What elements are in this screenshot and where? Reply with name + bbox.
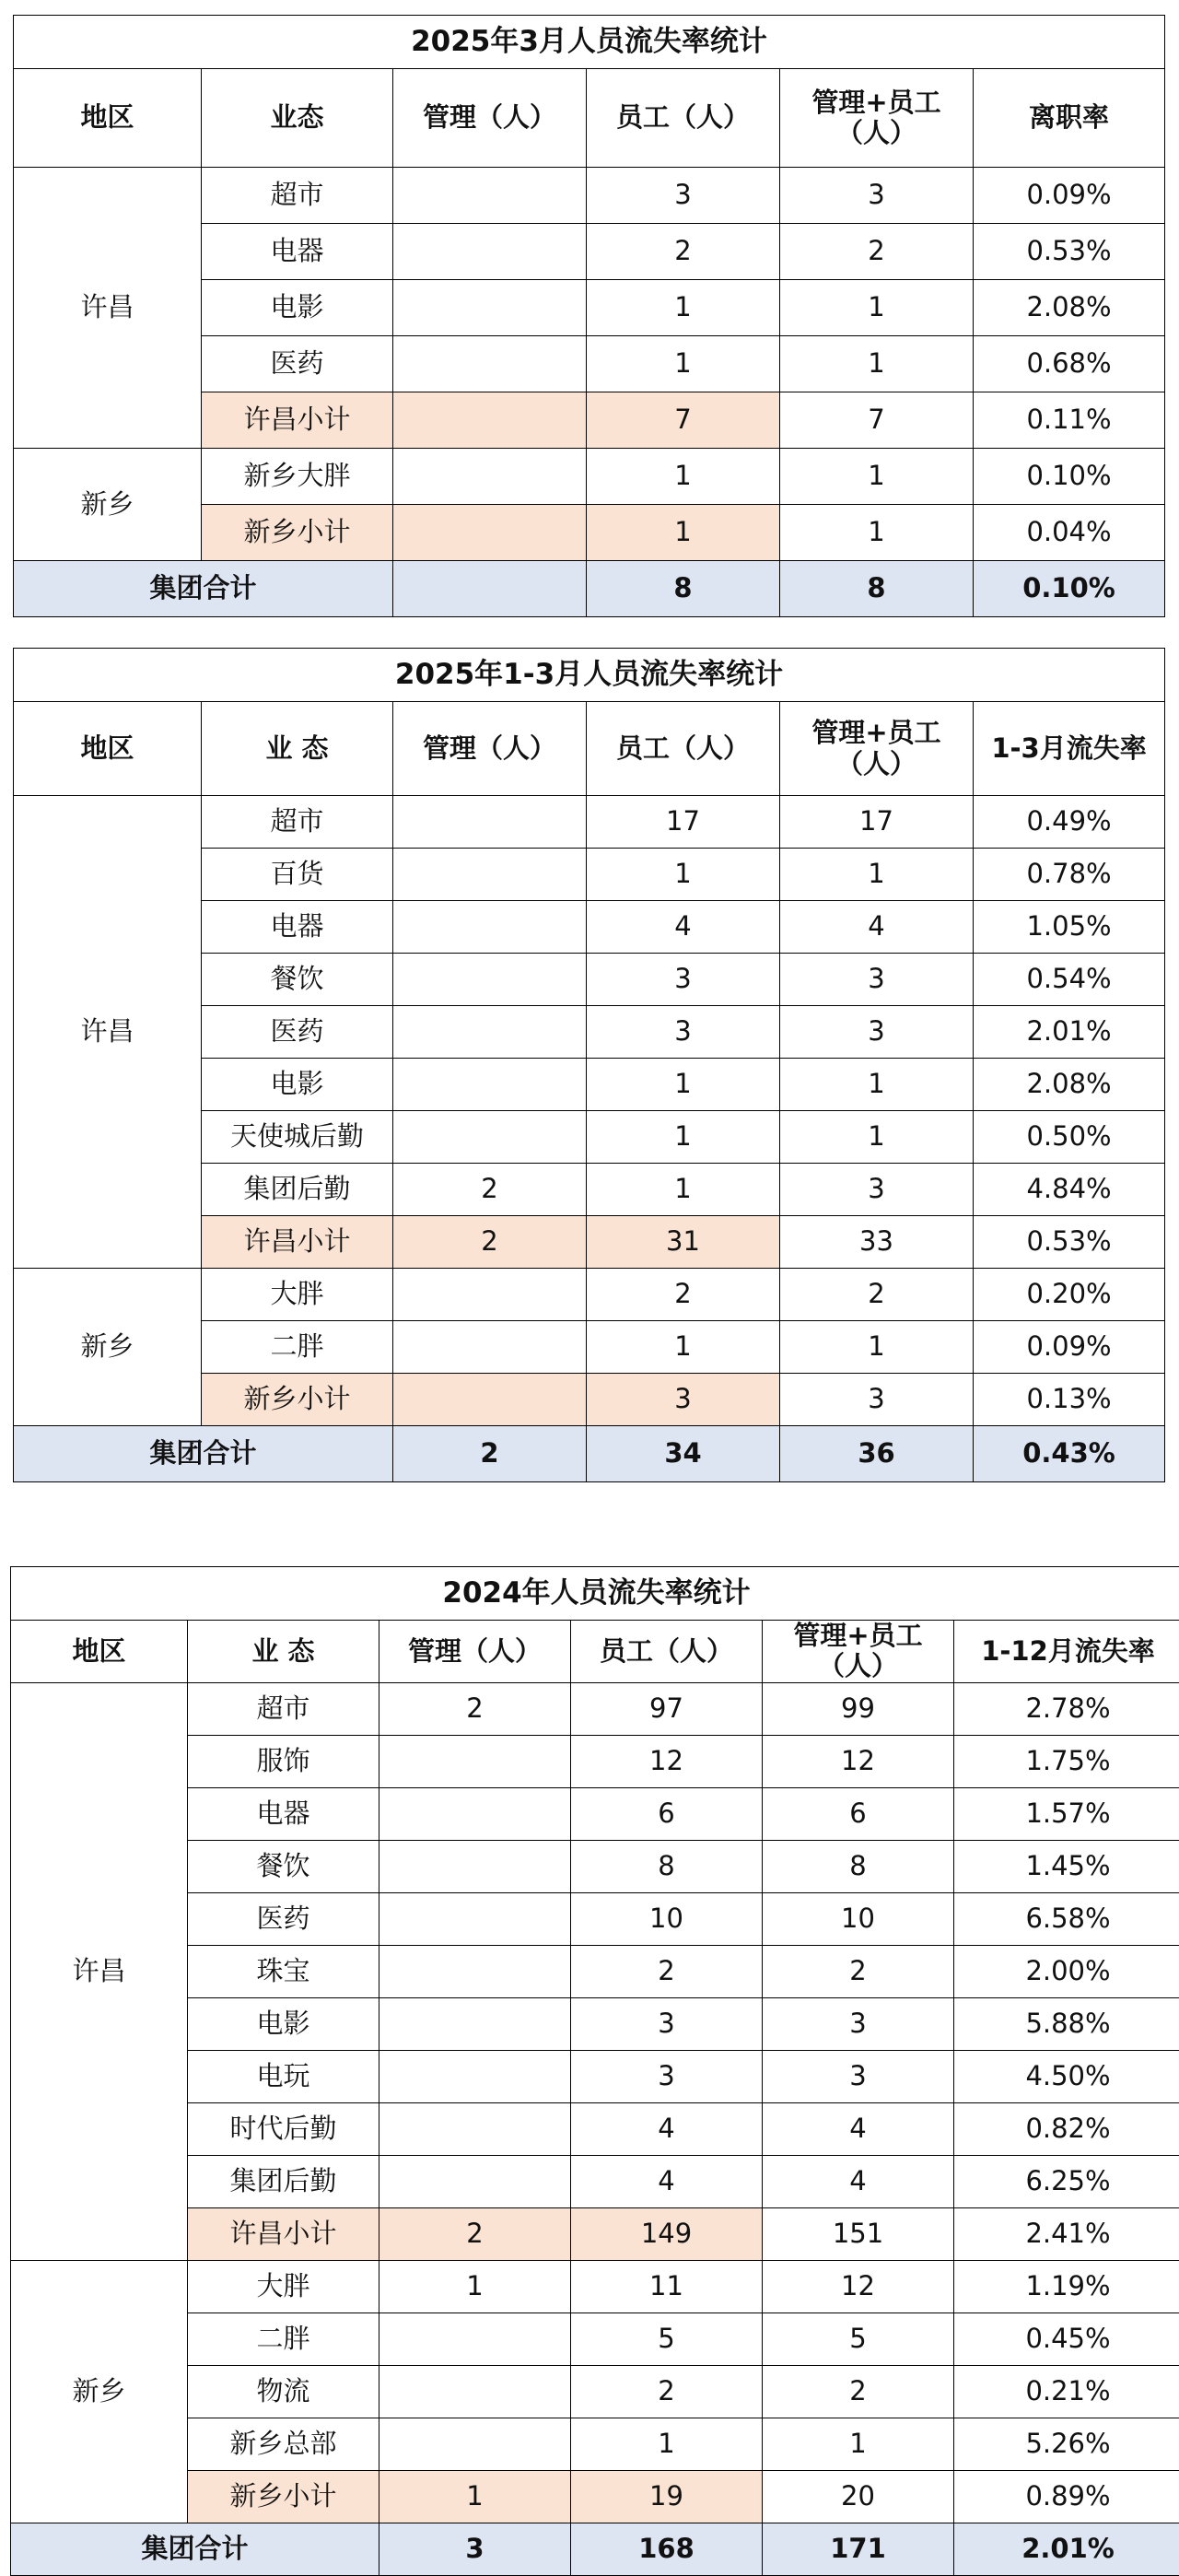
total-cell: 3 <box>780 1374 974 1426</box>
table-row <box>14 449 1165 505</box>
staff-cell: 4 <box>571 2102 763 2155</box>
management-cell <box>393 954 587 1006</box>
business-cell: 电器 <box>202 901 393 954</box>
staff-cell: 3 <box>587 954 780 1006</box>
rate-cell: 2.01% <box>974 1006 1165 1059</box>
rate-cell: 2.08% <box>974 280 1165 336</box>
total-cell: 3 <box>780 1006 974 1059</box>
total-cell: 171 <box>763 2523 954 2575</box>
staff-cell: 10 <box>571 1892 763 1945</box>
management-cell <box>393 1006 587 1059</box>
rate-cell: 0.09% <box>974 1321 1165 1374</box>
column-header: 员工（人） <box>571 1621 763 1683</box>
staff-cell: 8 <box>571 1840 763 1892</box>
staff-cell: 1 <box>587 505 780 561</box>
management-cell <box>379 1787 571 1840</box>
management-cell <box>393 1374 587 1426</box>
rate-cell: 0.09% <box>974 168 1165 224</box>
title-row <box>14 649 1165 702</box>
rate-cell: 1.75% <box>954 1735 1179 1787</box>
staff-cell: 1 <box>587 849 780 901</box>
business-cell: 时代后勤 <box>188 2102 379 2155</box>
staff-cell: 1 <box>587 336 780 392</box>
stats-table-2 <box>13 648 1165 1482</box>
staff-cell: 11 <box>571 2260 763 2313</box>
total-cell: 4 <box>763 2155 954 2207</box>
business-cell: 医药 <box>202 336 393 392</box>
business-cell: 餐饮 <box>188 1840 379 1892</box>
rate-cell: 0.45% <box>954 2313 1179 2365</box>
table-row <box>14 1269 1165 1321</box>
management-cell <box>379 2418 571 2470</box>
total-cell: 33 <box>780 1216 974 1269</box>
grand-total-label: 集团合计 <box>11 2523 379 2575</box>
management-cell <box>379 1945 571 1997</box>
business-cell: 新乡总部 <box>188 2418 379 2470</box>
staff-cell: 6 <box>571 1787 763 1840</box>
staff-cell: 31 <box>587 1216 780 1269</box>
total-cell: 1 <box>780 1111 974 1164</box>
rate-cell: 1.19% <box>954 2260 1179 2313</box>
title-row <box>14 16 1165 69</box>
total-cell: 4 <box>780 901 974 954</box>
rate-cell: 1.45% <box>954 1840 1179 1892</box>
total-cell: 1 <box>780 1059 974 1111</box>
business-cell: 大胖 <box>188 2260 379 2313</box>
rate-cell: 0.78% <box>974 849 1165 901</box>
business-cell: 物流 <box>188 2365 379 2418</box>
rate-cell: 2.00% <box>954 1945 1179 1997</box>
staff-cell: 97 <box>571 1682 763 1735</box>
rate-cell: 0.21% <box>954 2365 1179 2418</box>
subtotal-label: 许昌小计 <box>202 1216 393 1269</box>
staff-cell: 1 <box>587 1059 780 1111</box>
staff-cell: 168 <box>571 2523 763 2575</box>
staff-cell: 1 <box>587 449 780 505</box>
column-header: 1-12月流失率 <box>954 1621 1179 1683</box>
business-cell: 百货 <box>202 849 393 901</box>
total-cell: 3 <box>780 168 974 224</box>
staff-cell: 7 <box>587 392 780 449</box>
column-header: 管理（人） <box>393 69 587 168</box>
grand-total-row <box>11 2523 1179 2575</box>
column-header: 地区 <box>11 1621 188 1683</box>
business-cell: 电影 <box>188 1997 379 2050</box>
staff-cell: 3 <box>587 1006 780 1059</box>
total-cell: 8 <box>780 561 974 617</box>
rate-cell: 5.88% <box>954 1997 1179 2050</box>
staff-cell: 4 <box>571 2155 763 2207</box>
total-cell: 2 <box>780 224 974 280</box>
subtotal-label: 新乡小计 <box>202 505 393 561</box>
total-cell: 20 <box>763 2470 954 2523</box>
column-header: 地区 <box>14 69 202 168</box>
total-cell: 5 <box>763 2313 954 2365</box>
staff-cell: 2 <box>571 1945 763 1997</box>
management-cell <box>393 849 587 901</box>
total-cell: 6 <box>763 1787 954 1840</box>
region-cell: 新乡 <box>14 449 202 561</box>
business-cell: 二胖 <box>188 2313 379 2365</box>
table-title: 2025年1-3月人员流失率统计 <box>14 649 1165 702</box>
total-cell: 1 <box>780 449 974 505</box>
table-row <box>14 796 1165 849</box>
column-header: 业态 <box>202 69 393 168</box>
total-cell: 7 <box>780 392 974 449</box>
total-cell: 151 <box>763 2207 954 2260</box>
rate-cell: 0.82% <box>954 2102 1179 2155</box>
business-cell: 医药 <box>188 1892 379 1945</box>
management-cell: 2 <box>379 1682 571 1735</box>
rate-cell: 4.84% <box>974 1164 1165 1216</box>
staff-cell: 1 <box>587 280 780 336</box>
management-cell <box>393 1059 587 1111</box>
rate-cell: 1.57% <box>954 1787 1179 1840</box>
grand-total-label: 集团合计 <box>14 1426 393 1482</box>
column-header: 管理（人） <box>393 702 587 796</box>
grand-total-label: 集团合计 <box>14 561 393 617</box>
business-cell: 大胖 <box>202 1269 393 1321</box>
subtotal-label: 新乡小计 <box>188 2470 379 2523</box>
table-row <box>11 2260 1179 2313</box>
staff-cell: 19 <box>571 2470 763 2523</box>
staff-cell: 4 <box>587 901 780 954</box>
management-cell <box>393 505 587 561</box>
column-header: 管理+员工（人） <box>763 1621 954 1683</box>
rate-cell: 0.43% <box>974 1426 1165 1482</box>
rate-cell: 0.13% <box>974 1374 1165 1426</box>
rate-cell: 6.58% <box>954 1892 1179 1945</box>
column-header: 地区 <box>14 702 202 796</box>
rate-cell: 2.78% <box>954 1682 1179 1735</box>
stats-table-3 <box>10 1566 1179 2576</box>
business-cell: 电器 <box>188 1787 379 1840</box>
header-row <box>14 69 1165 168</box>
total-cell: 3 <box>780 1164 974 1216</box>
management-cell <box>393 168 587 224</box>
rate-cell: 0.20% <box>974 1269 1165 1321</box>
business-cell: 餐饮 <box>202 954 393 1006</box>
total-cell: 8 <box>763 1840 954 1892</box>
region-cell: 许昌 <box>14 168 202 449</box>
column-header: 员工（人） <box>587 702 780 796</box>
business-cell: 医药 <box>202 1006 393 1059</box>
management-cell <box>379 1840 571 1892</box>
rate-cell: 1.05% <box>974 901 1165 954</box>
business-cell: 珠宝 <box>188 1945 379 1997</box>
total-cell: 1 <box>780 1321 974 1374</box>
staff-cell: 3 <box>571 1997 763 2050</box>
business-cell: 集团后勤 <box>188 2155 379 2207</box>
rate-cell: 0.10% <box>974 449 1165 505</box>
rate-cell: 2.41% <box>954 2207 1179 2260</box>
subtotal-label: 许昌小计 <box>202 392 393 449</box>
staff-cell: 2 <box>587 1269 780 1321</box>
header-row <box>14 702 1165 796</box>
rate-cell: 0.50% <box>974 1111 1165 1164</box>
management-cell <box>393 1269 587 1321</box>
total-cell: 10 <box>763 1892 954 1945</box>
total-cell: 2 <box>763 2365 954 2418</box>
rate-cell: 4.50% <box>954 2050 1179 2102</box>
title-row <box>11 1567 1179 1621</box>
grand-total-row <box>14 1426 1165 1482</box>
business-cell: 服饰 <box>188 1735 379 1787</box>
business-cell: 二胖 <box>202 1321 393 1374</box>
management-cell <box>393 1111 587 1164</box>
table-title: 2025年3月人员流失率统计 <box>14 16 1165 69</box>
management-cell <box>393 224 587 280</box>
business-cell: 电器 <box>202 224 393 280</box>
rate-cell: 0.68% <box>974 336 1165 392</box>
business-cell: 电影 <box>202 1059 393 1111</box>
column-header: 管理+员工（人） <box>780 69 974 168</box>
business-cell: 新乡大胖 <box>202 449 393 505</box>
table-row <box>11 1682 1179 1735</box>
rate-cell: 0.54% <box>974 954 1165 1006</box>
staff-cell: 2 <box>587 224 780 280</box>
total-cell: 1 <box>780 336 974 392</box>
column-header: 业 态 <box>202 702 393 796</box>
total-cell: 3 <box>763 2050 954 2102</box>
management-cell <box>379 2050 571 2102</box>
column-header: 业 态 <box>188 1621 379 1683</box>
management-cell <box>379 2155 571 2207</box>
management-cell: 2 <box>393 1216 587 1269</box>
rate-cell: 2.01% <box>954 2523 1179 2575</box>
staff-cell: 149 <box>571 2207 763 2260</box>
column-header: 管理（人） <box>379 1621 571 1683</box>
subtotal-label: 许昌小计 <box>188 2207 379 2260</box>
total-cell: 17 <box>780 796 974 849</box>
rate-cell: 0.49% <box>974 796 1165 849</box>
rate-cell: 2.08% <box>974 1059 1165 1111</box>
total-cell: 3 <box>763 1997 954 2050</box>
total-cell: 1 <box>763 2418 954 2470</box>
business-cell: 电玩 <box>188 2050 379 2102</box>
staff-cell: 34 <box>587 1426 780 1482</box>
staff-cell: 1 <box>587 1164 780 1216</box>
rate-cell: 5.26% <box>954 2418 1179 2470</box>
management-cell <box>393 901 587 954</box>
staff-cell: 5 <box>571 2313 763 2365</box>
management-cell <box>379 2313 571 2365</box>
staff-cell: 1 <box>587 1111 780 1164</box>
rate-cell: 0.11% <box>974 392 1165 449</box>
region-cell: 新乡 <box>11 2260 188 2523</box>
staff-cell: 3 <box>587 1374 780 1426</box>
business-cell: 超市 <box>202 168 393 224</box>
management-cell: 1 <box>379 2260 571 2313</box>
column-header: 员工（人） <box>587 69 780 168</box>
staff-cell: 1 <box>571 2418 763 2470</box>
staff-cell: 2 <box>571 2365 763 2418</box>
management-cell <box>379 2365 571 2418</box>
staff-cell: 8 <box>587 561 780 617</box>
management-cell <box>393 449 587 505</box>
management-cell <box>379 2102 571 2155</box>
total-cell: 3 <box>780 954 974 1006</box>
table-title: 2024年人员流失率统计 <box>11 1567 1179 1621</box>
rate-cell: 0.53% <box>974 224 1165 280</box>
staff-cell: 12 <box>571 1735 763 1787</box>
column-header: 1-3月流失率 <box>974 702 1165 796</box>
rate-cell: 6.25% <box>954 2155 1179 2207</box>
management-cell <box>393 561 587 617</box>
column-header: 离职率 <box>974 69 1165 168</box>
business-cell: 天使城后勤 <box>202 1111 393 1164</box>
subtotal-label: 新乡小计 <box>202 1374 393 1426</box>
total-cell: 12 <box>763 2260 954 2313</box>
rate-cell: 0.53% <box>974 1216 1165 1269</box>
staff-cell: 17 <box>587 796 780 849</box>
management-cell <box>393 392 587 449</box>
management-cell: 2 <box>379 2207 571 2260</box>
total-cell: 2 <box>780 1269 974 1321</box>
management-cell <box>393 1321 587 1374</box>
header-row <box>11 1621 1179 1683</box>
management-cell: 2 <box>393 1426 587 1482</box>
total-cell: 1 <box>780 505 974 561</box>
total-cell: 1 <box>780 849 974 901</box>
business-cell: 超市 <box>202 796 393 849</box>
management-cell <box>379 1735 571 1787</box>
total-cell: 99 <box>763 1682 954 1735</box>
management-cell <box>379 1997 571 2050</box>
stats-table-1 <box>13 15 1165 617</box>
total-cell: 36 <box>780 1426 974 1482</box>
management-cell: 2 <box>393 1164 587 1216</box>
total-cell: 1 <box>780 280 974 336</box>
management-cell <box>393 336 587 392</box>
staff-cell: 3 <box>571 2050 763 2102</box>
rate-cell: 0.04% <box>974 505 1165 561</box>
table-row <box>14 168 1165 224</box>
column-header: 管理+员工（人） <box>780 702 974 796</box>
management-cell <box>379 1892 571 1945</box>
grand-total-row <box>14 561 1165 617</box>
management-cell <box>393 796 587 849</box>
region-cell: 新乡 <box>14 1269 202 1426</box>
staff-cell: 3 <box>587 168 780 224</box>
management-cell <box>393 280 587 336</box>
region-cell: 许昌 <box>14 796 202 1269</box>
total-cell: 4 <box>763 2102 954 2155</box>
business-cell: 集团后勤 <box>202 1164 393 1216</box>
total-cell: 12 <box>763 1735 954 1787</box>
rate-cell: 0.89% <box>954 2470 1179 2523</box>
total-cell: 2 <box>763 1945 954 1997</box>
business-cell: 电影 <box>202 280 393 336</box>
staff-cell: 1 <box>587 1321 780 1374</box>
region-cell: 许昌 <box>11 1682 188 2260</box>
management-cell: 1 <box>379 2470 571 2523</box>
business-cell: 超市 <box>188 1682 379 1735</box>
rate-cell: 0.10% <box>974 561 1165 617</box>
management-cell: 3 <box>379 2523 571 2575</box>
